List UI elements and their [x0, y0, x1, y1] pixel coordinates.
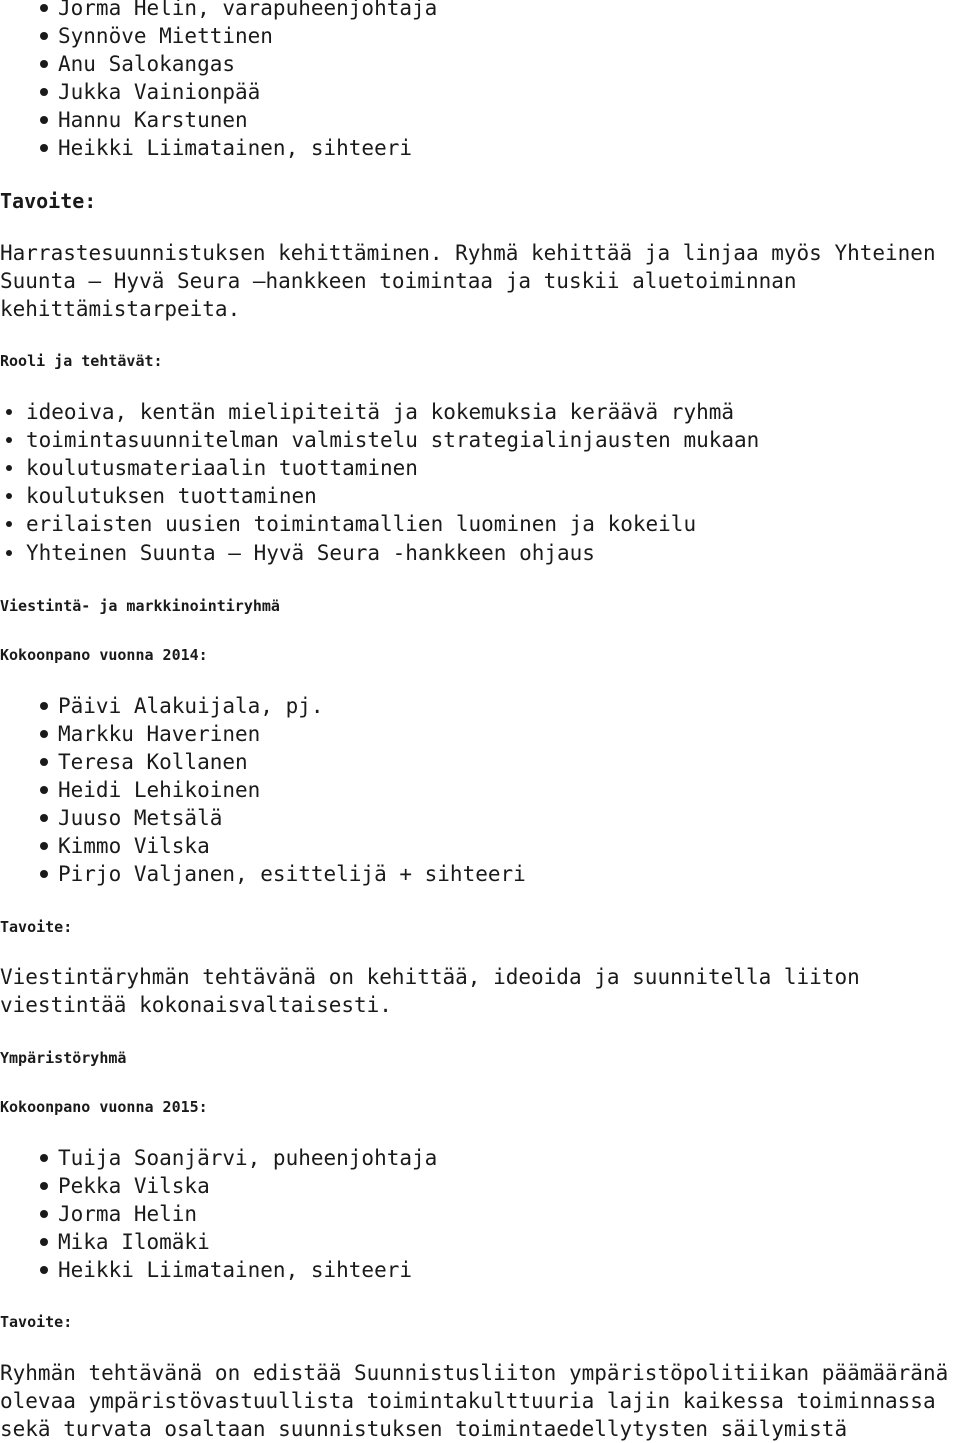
- list-item: Heikki Liimatainen, sihteeri: [58, 1258, 413, 1282]
- list-item: Pekka Vilska: [58, 1174, 210, 1198]
- list-item: koulutusmateriaalin tuottaminen: [26, 456, 418, 480]
- list-item: Mika Ilomäki: [58, 1230, 210, 1254]
- list-item: erilaisten uusien toimintamallien luominen ja kokeilu: [26, 512, 697, 536]
- paragraph-line: viestintää kokonaisvaltaisesti.: [0, 993, 392, 1017]
- roles-label: Rooli ja tehtävät:: [0, 352, 163, 370]
- paragraph-line: sekä turvata osaltaan suunnistuksen toimintaedellytysten säilymistä: [0, 1417, 848, 1441]
- list-item: Synnöve Miettinen: [58, 24, 273, 48]
- list-item: Heidi Lehikoinen: [58, 778, 261, 802]
- list-item: Jorma Helin, varapuheenjohtaja: [58, 0, 437, 22]
- paragraph-line: kehittämistarpeita.: [0, 297, 241, 321]
- list-item: Jorma Helin: [58, 1202, 198, 1226]
- paragraph-line: Harrastesuunnistuksen kehittäminen. Ryhmä kehittää ja linjaa myös Yhteinen: [0, 241, 936, 265]
- goal-label: Tavoite:: [0, 918, 73, 936]
- list-item: Heikki Liimatainen, sihteeri: [58, 136, 413, 160]
- list-item: Teresa Kollanen: [58, 750, 248, 774]
- section-title: Ympäristöryhmä: [0, 1049, 127, 1067]
- composition-label: Kokoonpano vuonna 2014:: [0, 646, 208, 664]
- list-item: Juuso Metsälä: [58, 806, 223, 830]
- list-item: Yhteinen Suunta – Hyvä Seura -hankkeen ohjaus: [26, 541, 595, 565]
- list-item: Hannu Karstunen: [58, 108, 248, 132]
- paragraph-line: Viestintäryhmän tehtävänä on kehittää, ideoida ja suunnitella liiton: [0, 965, 860, 989]
- list-item: Anu Salokangas: [58, 52, 236, 76]
- list-item: Jukka Vainionpää: [58, 80, 261, 104]
- list-item: ideoiva, kentän mielipiteitä ja kokemuksia keräävä ryhmä: [26, 400, 735, 424]
- goal-label: Tavoite:: [0, 1313, 73, 1331]
- list-item: koulutuksen tuottaminen: [26, 484, 317, 508]
- composition-label: Kokoonpano vuonna 2015:: [0, 1098, 208, 1116]
- list-item: toimintasuunnitelman valmistelu strategialinjausten mukaan: [26, 428, 760, 452]
- list-item: Markku Haverinen: [58, 722, 261, 746]
- paragraph-line: olevaa ympäristövastuullista toimintakulttuuria lajin kaikessa toiminnassa: [0, 1389, 936, 1413]
- list-item: Pirjo Valjanen, esittelijä + sihteeri: [58, 862, 526, 886]
- list-item: Kimmo Vilska: [58, 834, 210, 858]
- section-title: Viestintä- ja markkinointiryhmä: [0, 597, 280, 615]
- goal-label: Tavoite:: [0, 189, 97, 213]
- list-item: Päivi Alakuijala, pj.: [58, 694, 324, 718]
- paragraph-line: Ryhmän tehtävänä on edistää Suunnistusliiton ympäristöpolitiikan päämääränä: [0, 1361, 949, 1385]
- paragraph-line: Suunta – Hyvä Seura –hankkeen toimintaa ja tuskii aluetoiminnan: [0, 269, 797, 293]
- list-item: Tuija Soanjärvi, puheenjohtaja: [58, 1146, 438, 1170]
